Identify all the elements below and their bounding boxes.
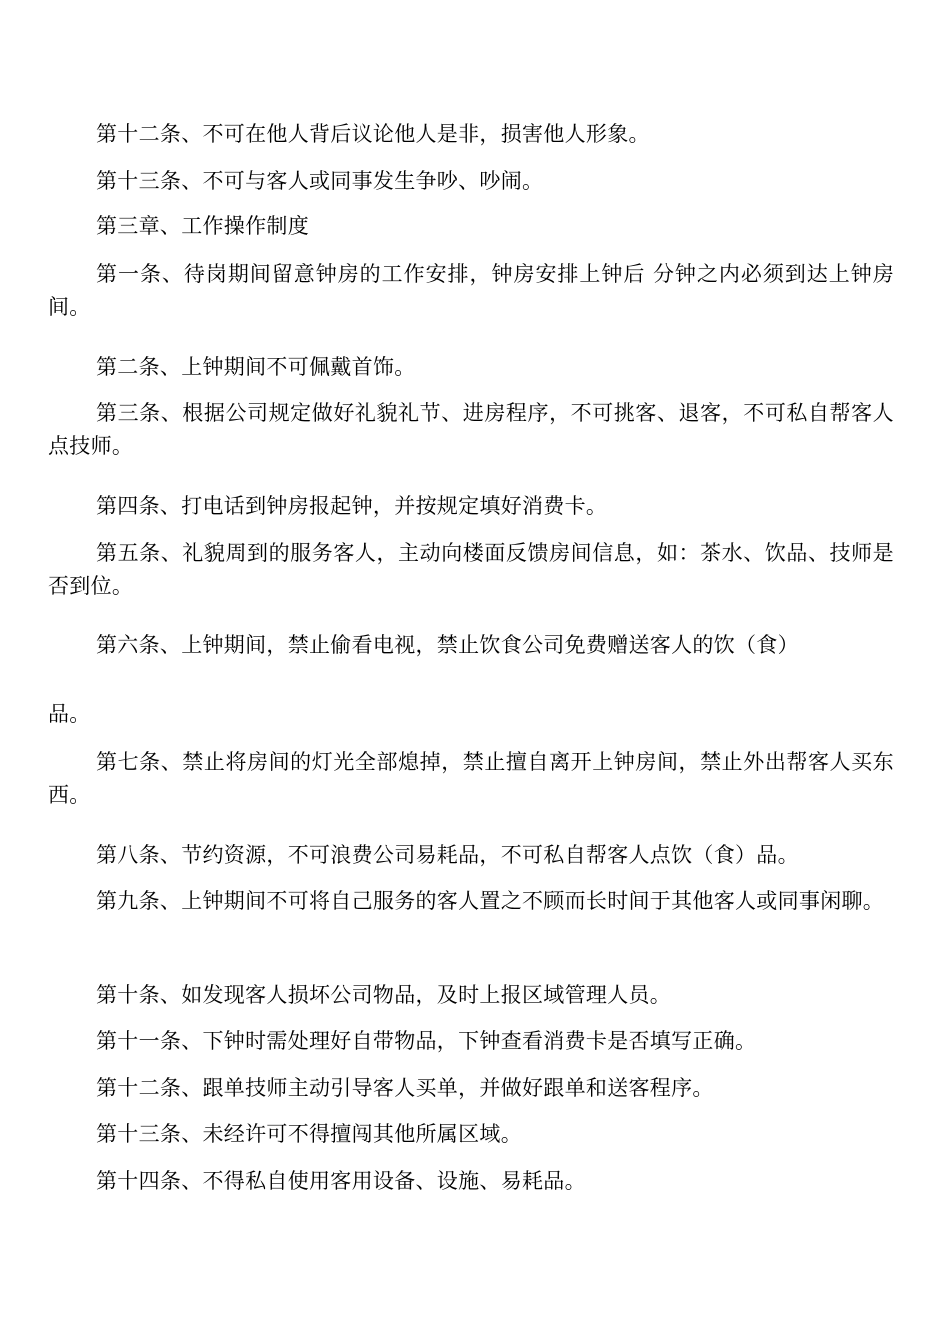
paragraph-ch3-rule-3: 第三条、根据公司规定做好礼貌礼节、进房程序，不可挑客、退客，不可私自帮客人点技师。 xyxy=(48,401,894,458)
chapter-3-heading: 第三章、工作操作制度 xyxy=(96,214,309,238)
paragraph-ch3-rule-7: 第七条、禁止将房间的灯光全部熄掉，禁止擅自离开上钟房间，禁止外出帮客人买东西。 xyxy=(48,750,894,807)
paragraph-ch3-rule-11: 第十一条、下钟时需处理好自带物品，下钟查看消费卡是否填写正确。 xyxy=(96,1029,757,1053)
paragraph-ch3-rule-5: 第五条、礼貌周到的服务客人，主动向楼面反馈房间信息，如：茶水、饮品、技师是否到位。 xyxy=(48,541,894,598)
paragraph-ch3-rule-14: 第十四条、不得私自使用客用设备、设施、易耗品。 xyxy=(96,1169,586,1193)
paragraph-ch3-rule-4: 第四条、打电话到钟房报起钟，并按规定填好消费卡。 xyxy=(96,494,608,518)
paragraph-ch3-rule-2: 第二条、上钟期间不可佩戴首饰。 xyxy=(96,355,416,379)
paragraph-rule-12: 第十二条、不可在他人背后议论他人是非，损害他人形象。 xyxy=(96,122,650,146)
paragraph-ch3-rule-10: 第十条、如发现客人损坏公司物品，及时上报区域管理人员。 xyxy=(96,983,672,1007)
paragraph-ch3-rule-12: 第十二条、跟单技师主动引导客人买单，并做好跟单和送客程序。 xyxy=(96,1076,714,1100)
paragraph-ch3-rule-13: 第十三条、未经许可不得擅闯其他所属区域。 xyxy=(96,1122,522,1146)
paragraph-ch3-rule-9: 第九条、上钟期间不可将自己服务的客人置之不顾而长时间于其他客人或同事闲聊。 xyxy=(96,889,885,913)
paragraph-ch3-rule-8: 第八条、节约资源，不可浪费公司易耗品，不可私自帮客人点饮（食）品。 xyxy=(96,843,799,867)
paragraph-ch3-rule-6: 第六条、上钟期间，禁止偷看电视，禁止饮食公司免费赠送客人的饮（食） xyxy=(96,633,799,657)
paragraph-ch3-rule-1: 第一条、待岗期间留意钟房的工作安排，钟房安排上钟后 分钟之内必须到达上钟房间。 xyxy=(48,262,894,319)
paragraph-rule-13: 第十三条、不可与客人或同事发生争吵、吵闹。 xyxy=(96,169,544,193)
paragraph-ch3-rule-6-continuation: 品。 xyxy=(48,702,91,726)
